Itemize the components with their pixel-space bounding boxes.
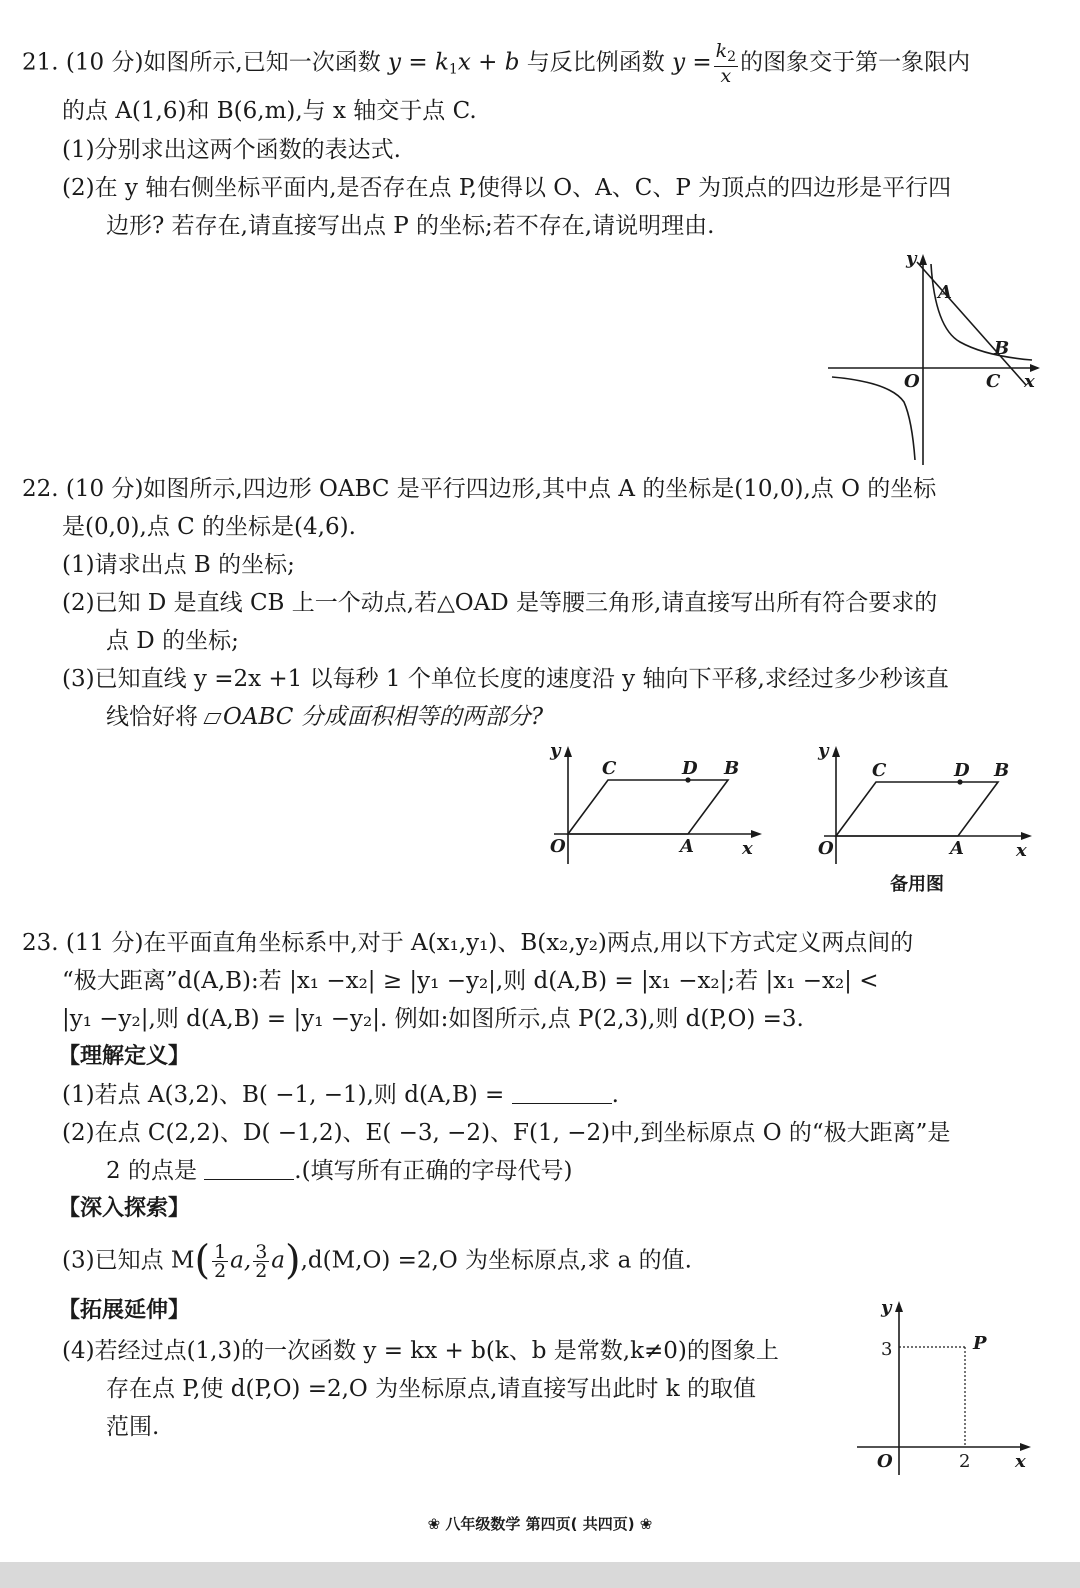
q22-fig1-label-O: O — [550, 836, 566, 857]
q23-x-arrow — [1020, 1443, 1031, 1451]
q23-heading-explore: 【深入探索】 — [58, 1196, 191, 1221]
q23-label-y: y — [881, 1297, 892, 1318]
q22-fig1-label-y: y — [550, 740, 561, 761]
q22-fig2-label-C: C — [872, 760, 887, 781]
q23-heading-extend: 【拓展延伸】 — [58, 1298, 191, 1323]
q22-figure-spare — [800, 740, 1040, 900]
q21-label-y: y — [906, 248, 917, 269]
q23-part1-end: . — [611, 1082, 619, 1108]
q21-label-x: x — [1024, 371, 1035, 392]
q21-text-1: 如图所示,已知一次函数 — [143, 49, 381, 76]
bottom-bar — [0, 1562, 1080, 1588]
q23-part3: (3)已知点 M( $\frac{1}{2}$ a, $\frac{3}{2}$ a),d(M,O) =2,O 为坐标原点,求 a 的值. — [62, 1237, 692, 1284]
q23-text-1: 在平面直角坐标系中,对于 A(x₁,y₁)、B(x₂,y₂)两点,用以下方式定义两点间的 — [143, 930, 914, 956]
q21-part2-line2: 边形? 若存在,请直接写出点 P 的坐标;若不存在,请说明理由. — [106, 213, 715, 239]
answer-blank-2[interactable] — [204, 1179, 294, 1180]
q22-fig1-label-C: C — [602, 758, 617, 779]
q23-part2-text-b: .(填写所有正确的字母代号) — [294, 1158, 573, 1184]
q22-part3-text-b: OABC 分成面积相等的两部分? — [223, 704, 544, 730]
q23-line2: “极大距离”d(A,B):若 |x₁ −x₂| ≥ |y₁ −y₂|,则 d(A,B) = |x₁ −x₂|;若 |x₁ −x₂| < — [62, 968, 879, 994]
q23-part3-a2: a — [271, 1247, 285, 1274]
q23-part3-a1: a, — [230, 1247, 252, 1274]
frac-denominator-1: 2 — [214, 1260, 227, 1282]
q22-fig2-label-x: x — [1016, 840, 1027, 861]
q22-fig1-y-arrow — [564, 746, 572, 757]
q22-figure-main — [530, 740, 770, 870]
q23-line3: |y₁ −y₂|,则 d(A,B) = |y₁ −y₂|. 例如:如图所示,点 P(2,3),则 d(P,O) =3. — [62, 1006, 804, 1032]
q21-text-2: 与反比例函数 — [526, 49, 665, 76]
q22-part2-line2: 点 D 的坐标; — [106, 628, 239, 654]
frac-numerator-1: 1 — [214, 1241, 227, 1263]
q23-figure — [855, 1295, 1045, 1485]
q23-part2-line1: (2)在点 C(2,2)、D( −1,2)、E( −3, −2)、F(1, −2)中,到坐标原点 O 的“极大距离”是 — [62, 1120, 951, 1146]
q23-label-P: P — [973, 1333, 987, 1354]
q22-part3-line1: (3)已知直线 y =2x +1 以每秒 1 个单位长度的速度沿 y 轴向下平移,求经过多少秒该直 — [62, 666, 949, 692]
q21-number: 21. — [22, 49, 59, 76]
q23-part2-line2 — [106, 1156, 573, 1186]
q22-part3-text-a: 线恰好将 — [106, 704, 198, 730]
q21-line1: 21. (10 分)如图所示,已知一次函数 $y = k_1x + b$ 与反比例函数 y = $\frac{k_2}{x}$ 的图象交于第一象限内 — [22, 40, 971, 87]
q21-hyperbola-branch-1 — [931, 264, 1032, 360]
q21-part1: (1)分别求出这两个函数的表达式. — [62, 137, 401, 163]
q23-number: 23. — [22, 930, 59, 956]
q22-spare-caption: 备用图 — [890, 874, 944, 895]
q22-text-1: 如图所示,四边形 OABC 是平行四边形,其中点 A 的坐标是(10,0),点 O 的坐标 — [143, 476, 937, 502]
q21-y-arrow — [919, 254, 927, 265]
q21-part2-line1: (2)在 y 轴右侧坐标平面内,是否存在点 P,使得以 O、A、C、P 为顶点的四边形是平行四 — [62, 175, 952, 201]
q23-part1-text: (1)若点 A(3,2)、B( −1, −1),则 d(A,B) = — [62, 1082, 505, 1108]
q23-label-x: x — [1015, 1451, 1026, 1472]
q21-label-B: B — [994, 338, 1010, 359]
q23-line1 — [22, 928, 913, 958]
q21-figure — [820, 250, 1050, 470]
q23-label-two: 2 — [959, 1451, 971, 1472]
q22-fig1-x-arrow — [751, 830, 762, 838]
q22-line2: 是(0,0),点 C 的坐标是(4,6). — [62, 514, 356, 540]
q22-part3-line2 — [106, 702, 543, 732]
q23-part1 — [62, 1080, 619, 1110]
q21-label-A: A — [938, 282, 952, 303]
q23-part4-line3: 范围. — [106, 1414, 160, 1440]
q23-part4-line2: 存在点 P,使 d(P,O) =2,O 为坐标原点,请直接写出此时 k 的取值 — [106, 1376, 756, 1402]
frac-denominator-2: 2 — [255, 1260, 268, 1282]
q21-label-C: C — [986, 371, 1001, 392]
q22-fig1-label-D: D — [682, 758, 698, 779]
q23-y-arrow — [895, 1301, 903, 1312]
page-footer: ❀ 八年级数学 第四页( 共四页) ❀ — [427, 1515, 653, 1533]
q23-part3-pre: (3)已知点 M — [62, 1247, 195, 1274]
q23-part2-text-a: 2 的点是 — [106, 1158, 197, 1184]
q22-part2-line1: (2)已知 D 是直线 CB 上一个动点,若△OAD 是等腰三角形,请直接写出所有符合要求的 — [62, 590, 938, 616]
q22-fig1-label-B: B — [724, 758, 740, 779]
q23-part3-end: ,d(M,O) =2,O 为坐标原点,求 a 的值. — [300, 1247, 692, 1274]
q23-label-three: 3 — [881, 1339, 893, 1360]
answer-blank-1[interactable] — [512, 1103, 612, 1104]
q22-fig1-label-A: A — [680, 836, 694, 857]
q22-fig2-label-A: A — [950, 838, 964, 859]
q21-line2: 的点 A(1,6)和 B(6,m),与 x 轴交于点 C. — [62, 98, 477, 124]
q22-fig2-y-arrow — [832, 746, 840, 757]
q22-fig2-label-O: O — [818, 838, 834, 859]
q22-fig2-label-D: D — [954, 760, 970, 781]
q23-heading-understand: 【理解定义】 — [58, 1044, 191, 1069]
frac-numerator-2: 3 — [255, 1241, 268, 1263]
q22-part1: (1)请求出点 B 的坐标; — [62, 552, 295, 578]
q23-score: (11 分) — [65, 930, 144, 956]
q22-score: (10 分) — [65, 476, 144, 502]
q21-score: (10 分) — [65, 49, 144, 76]
q22-number: 22. — [22, 476, 59, 502]
q22-fig2-x-arrow — [1021, 832, 1032, 840]
q21-text-3: 的图象交于第一象限内 — [740, 49, 971, 76]
q22-fig1-parallelogram — [568, 780, 728, 834]
parallelogram-icon — [203, 713, 221, 724]
q22-fig2-label-B: B — [994, 760, 1010, 781]
q22-line1 — [22, 474, 936, 504]
q21-hyperbola-branch-2 — [832, 377, 915, 460]
q21-label-O: O — [904, 371, 920, 392]
q23-part4-line1: (4)若经过点(1,3)的一次函数 y = kx + b(k、b 是常数,k≠0)的图象上 — [62, 1338, 779, 1364]
q22-fig1-label-x: x — [742, 838, 753, 859]
q23-label-O: O — [877, 1451, 893, 1472]
q22-fig2-label-y: y — [818, 740, 829, 761]
q22-fig2-parallelogram — [836, 782, 998, 836]
q21-line — [917, 262, 1026, 385]
